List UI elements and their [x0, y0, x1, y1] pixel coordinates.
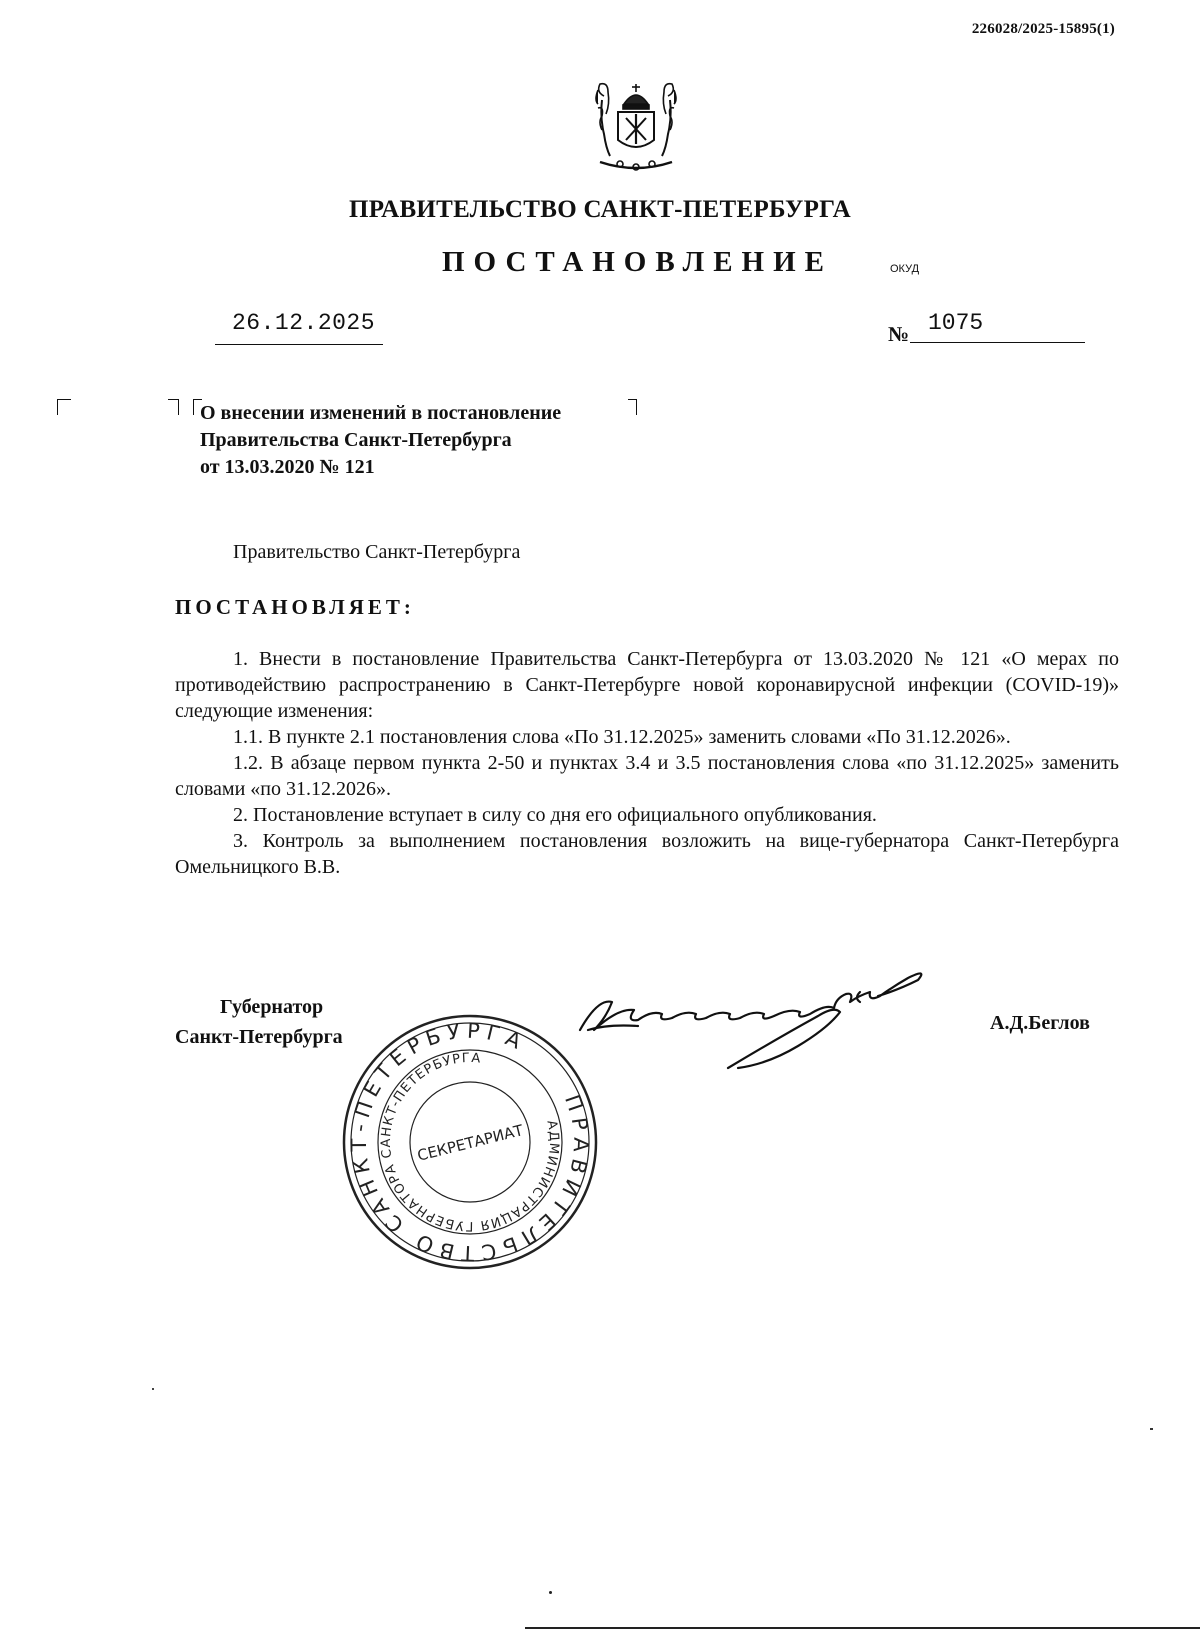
subject-line: О внесении изменений в постановление — [200, 402, 562, 424]
corner-mark — [628, 399, 637, 415]
signatory-name: А.Д.Беглов — [990, 1012, 1090, 1034]
document-body — [175, 646, 1119, 880]
paragraph: 2. Постановление вступает в силу со дня его официального опубликования. — [233, 804, 877, 826]
stamp-inner-text: АДМИНИСТРАЦИЯ ГУБЕРНАТОРА САНКТ-ПЕТЕРБУРГА — [378, 1050, 562, 1234]
corner-mark — [57, 399, 71, 415]
paragraph: 1.1. В пункте 2.1 постановления слова «По 31.12.2025» заменить словами «По 31.12.2026». — [233, 726, 1011, 748]
scan-speck — [152, 1388, 154, 1390]
number-underline — [910, 342, 1085, 343]
paragraph: 1.2. В абзаце первом пункта 2-50 и пунктах 3.4 и 3.5 постановления слова «по 31.12.2025» заменить словами «по 31.12.2026». — [175, 752, 1119, 800]
document-type-title: ПОСТАНОВЛЕНИЕ — [442, 246, 834, 278]
okud-label: ОКУД — [890, 263, 920, 275]
document-date: 26.12.2025 — [232, 310, 376, 336]
number-label: № — [888, 322, 910, 346]
official-seal-stamp — [340, 1012, 600, 1272]
handwritten-signature — [578, 958, 958, 1078]
paragraph: 1. Внести в постановление Правительства Санкт-Петербурга от 13.03.2020 № 121 «О мерах по противодействию распространению в Санкт-Петербурге новой коронавирусной инфекции (COVID-19)» следующие изменения: — [175, 648, 1119, 722]
preamble: Правительство Санкт-Петербурга — [233, 541, 521, 563]
signatory-title-line: Санкт-Петербурга — [175, 1026, 343, 1048]
registration-number: 226028/2025-15895(1) — [971, 21, 1115, 37]
signatory-title — [175, 992, 343, 1052]
decree-word: ПОСТАНОВЛЯЕТ: — [175, 595, 415, 619]
stamp-center-text: СЕКРЕТАРИАТ — [415, 1121, 525, 1165]
subject-line: от 13.03.2020 № 121 — [200, 456, 375, 478]
document-number: 1075 — [928, 310, 984, 336]
paragraph: 3. Контроль за выполнением постановления возложить на вице-губернатора Санкт-Петербурга Омельницкого В.В. — [175, 830, 1119, 878]
corner-mark — [168, 399, 179, 415]
document-subject — [200, 400, 561, 481]
scan-edge-line — [525, 1627, 1200, 1629]
government-name: ПРАВИТЕЛЬСТВО САНКТ-ПЕТЕРБУРГА — [348, 196, 852, 223]
signatory-title-line: Губернатор — [220, 996, 324, 1018]
stamp-outer-text: ПРАВИТЕЛЬСТВО САНКТ-ПЕТЕРБУРГА — [346, 1018, 594, 1266]
date-underline — [215, 344, 383, 345]
scan-speck — [1150, 1428, 1153, 1430]
subject-line: Правительства Санкт-Петербурга — [200, 429, 512, 451]
coat-of-arms-emblem — [590, 78, 682, 178]
scan-speck — [549, 1591, 552, 1594]
